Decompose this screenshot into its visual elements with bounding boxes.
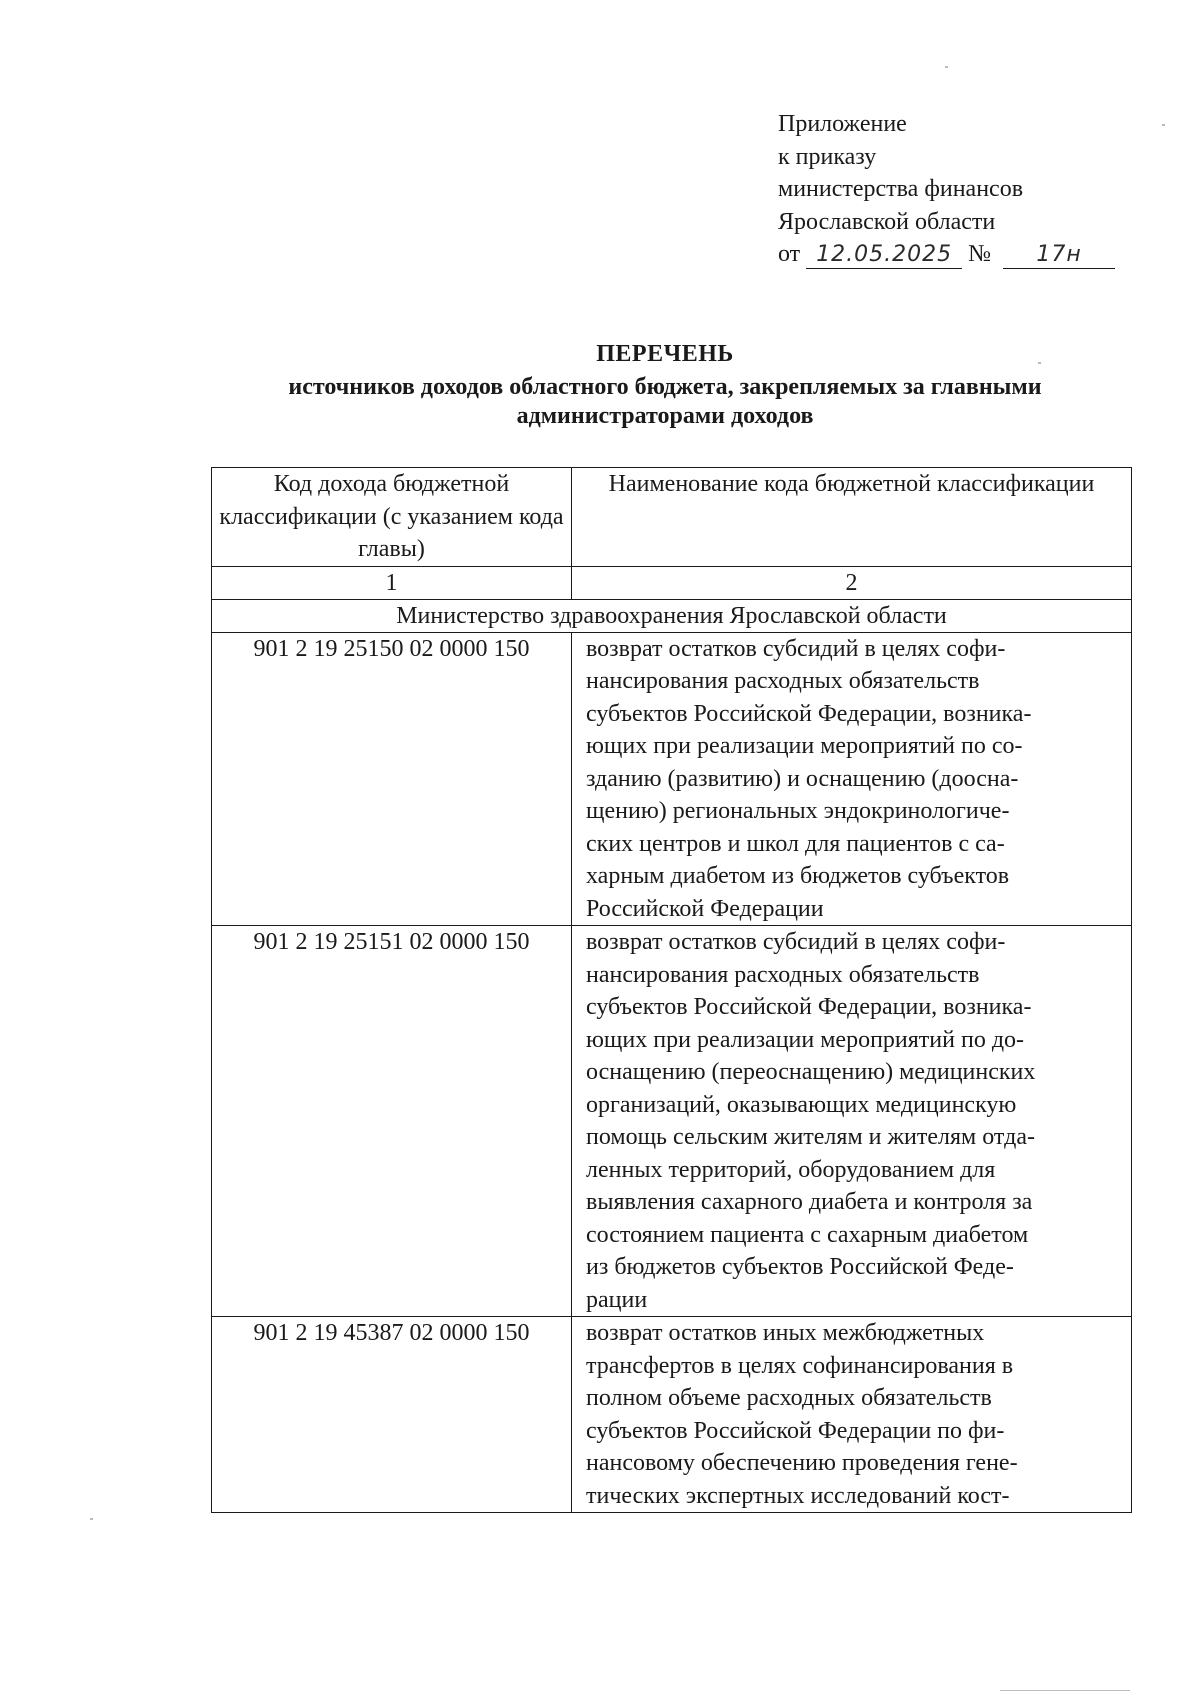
appendix-line: Ярославской области [778,208,996,235]
number-sign: № [968,241,992,267]
table-row [212,1317,1132,1513]
table-row [212,926,1132,1317]
scan-speck [1162,124,1165,126]
income-name: возврат остатков субсидий в целях софи- нансирования расходных обязательств субъектов Российской Федерации, возника- ющих при реализации мероприятий по до- оснащению (переоснащению) медицинских организаций, оказывающих медицинскую помощь сельским жителям и жителям отда- ленных территорий, оборудованием для выявления сахарного диабета и контроля за состоянием пациента с сахарным диабетом из бюджетов субъектов Российской Феде- рации [572,926,1132,1317]
column-number: 1 [212,566,572,599]
income-sources-table [211,467,1132,1513]
table-header-row [212,468,1132,567]
income-code: 901 2 19 25150 02 0000 150 [212,632,572,926]
section-title: Министерство здравоохранения Ярославской области [212,599,1132,632]
column-number: 2 [572,566,1132,599]
title-heading: ПЕРЕЧЕНЬ [596,341,734,367]
scan-speck [945,66,948,68]
handwritten-date: 12.05.2025 [806,242,962,269]
scan-speck [90,1518,93,1520]
document-title [200,340,1130,431]
section-row [212,599,1132,632]
header-cell-code: Код дохода бюджетной классификации (с указанием кода главы) [212,468,572,567]
appendix-line: Приложение [778,111,907,137]
column-number-row [212,566,1132,599]
appendix-line: министерства финансов [778,176,1024,202]
title-subtitle: источников доходов областного бюджета, закрепляемых за главными администраторами доходов [288,374,1042,429]
appendix-block [778,108,1115,271]
appendix-line: к приказу [778,143,877,170]
scan-speck [1038,362,1041,364]
table-row [212,632,1132,926]
date-prefix: от [778,241,801,267]
income-code: 901 2 19 25151 02 0000 150 [212,926,572,1317]
scan-edge-line [1000,1690,1130,1691]
handwritten-number: 17н [1003,242,1115,269]
appendix-date-line [778,238,1115,271]
income-code: 901 2 19 45387 02 0000 150 [212,1317,572,1513]
income-name: возврат остатков иных межбюджетных трансфертов в целях софинансирования в полном объеме расходных обязательств субъектов Российской Федерации по фи- нансовому обеспечению проведения гене- тических экспертных исследований кост- [572,1317,1132,1513]
header-cell-name: Наименование кода бюджетной классификации [572,468,1132,567]
income-name: возврат остатков субсидий в целях софи- нансирования расходных обязательств субъектов Российской Федерации, возника- ющих при реализации мероприятий по со- зданию (развитию) и оснащению (доосна- щению) региональных эндокринологиче- ских центров и школ для пациентов с са- харным диабетом из бюджетов субъектов Российской Федерации [572,632,1132,926]
